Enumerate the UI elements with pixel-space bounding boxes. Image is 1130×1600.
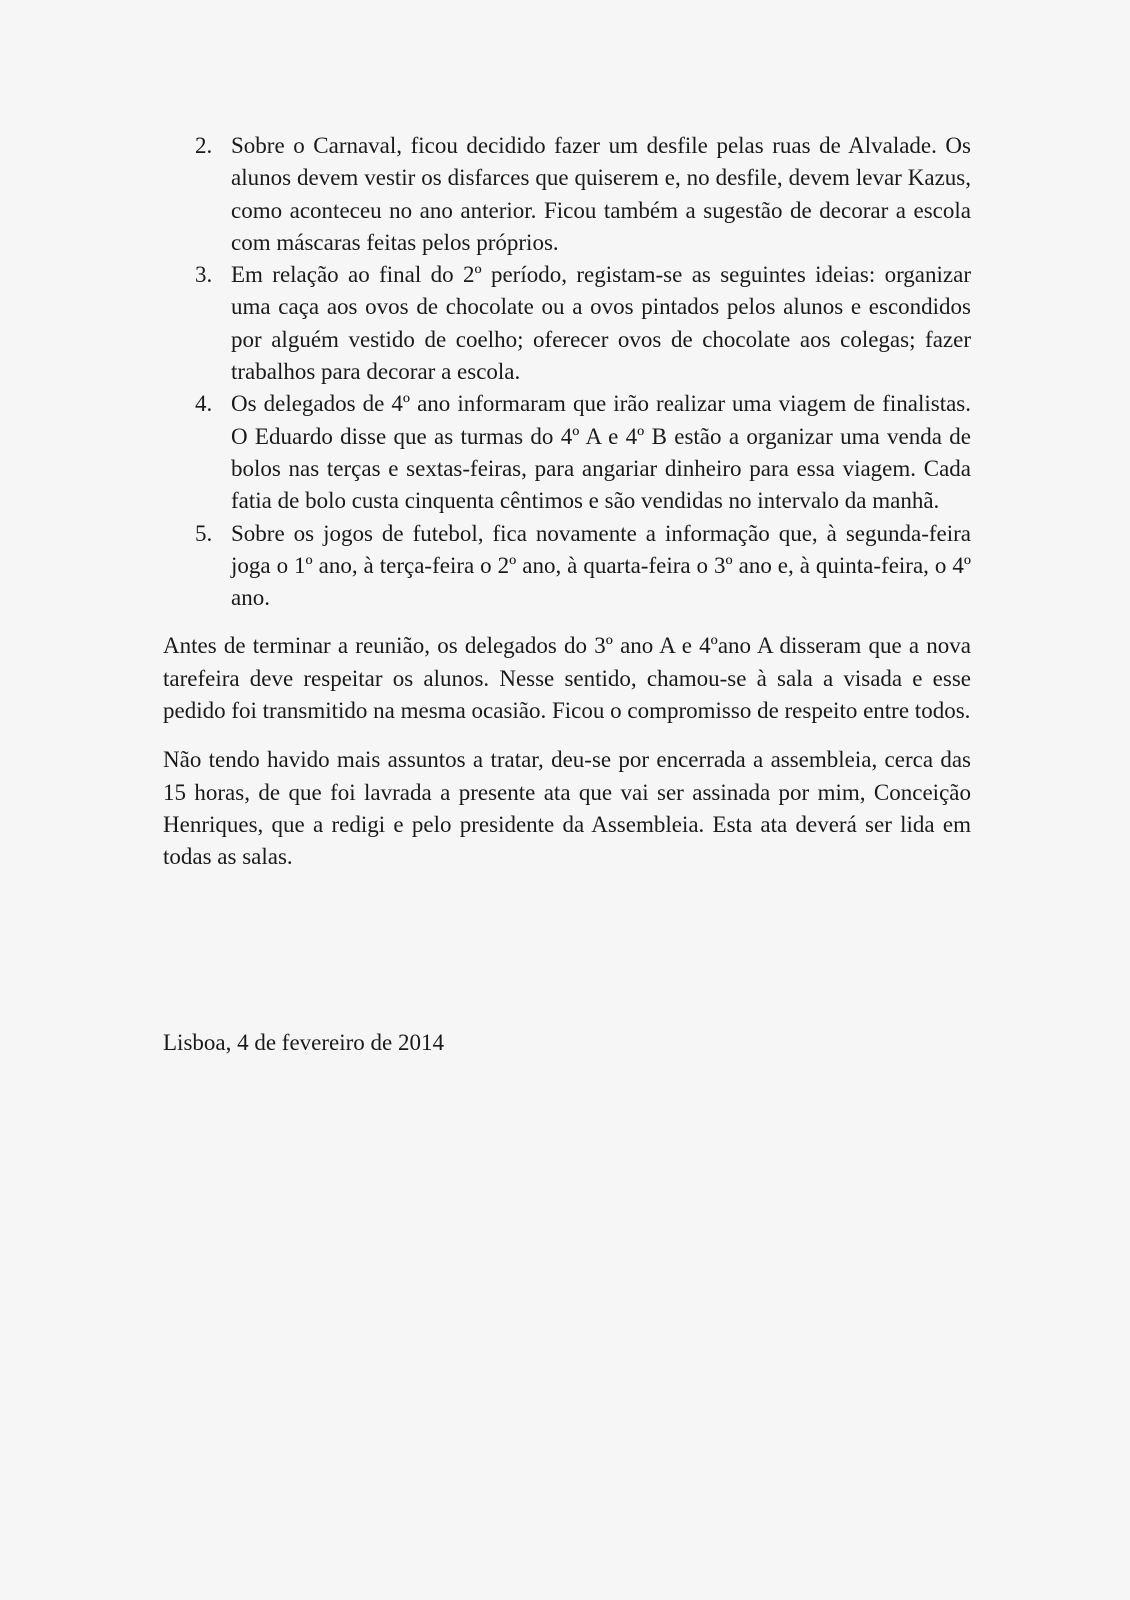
date-line: Lisboa, 4 de fevereiro de 2014 xyxy=(163,1030,445,1055)
list-item-number: 5. xyxy=(195,520,213,546)
closing-remarks-paragraph: Antes de terminar a reunião, os delegados do 3º ano A e 4ºano A disseram que a nova tarefeira deve respeitar os alunos. Nesse sentido, chamou-se à sala a visada e esse pedido foi transmitido na mesma ocasião. Ficou o compromisso de respeito entre todos. xyxy=(163,633,971,724)
list-item-text: Sobre os jogos de futebol, fica novamente a informação que, à segunda-feira joga o 1º ano, à terça-feira o 2º ano, à quarta-feira o 3º ano e, à quinta-feira, o 4º ano. xyxy=(231,520,971,611)
list-item-number: 3. xyxy=(195,262,213,288)
list-item-text: Sobre o Carnaval, ficou decidido fazer um desfile pelas ruas de Alvalade. Os alunos devem vestir os disfarces que quiserem e, no desfile, devem levar Kazus, como aconteceu no ano anterior. Ficou também a sugestão de decorar a escola com máscaras feitas pelos próprios. xyxy=(231,133,971,255)
list-item-text: Os delegados de 4º ano informaram que irão realizar uma viagem de finalistas. O Eduardo disse que as turmas do 4º A e 4º B estão a organizar uma venda de bolos nas terças e sextas-feiras, para angariar dinheiro para essa viagem. Cada fatia de bolo custa cinquenta cêntimos e são vendidas no intervalo da manhã. xyxy=(231,391,971,514)
list-item-number: 4. xyxy=(195,391,213,417)
list-item xyxy=(163,518,971,615)
agenda-list xyxy=(163,130,971,614)
document-body xyxy=(163,130,971,874)
list-item-text: Em relação ao final do 2º período, registam-se as seguintes ideias: organizar uma caça aos ovos de chocolate ou a ovos pintados pelos alunos e escondidos por alguém vestido de coelho; oferecer ovos de chocolate aos colegas; fazer trabalhos para decorar a escola. xyxy=(231,262,971,385)
list-item xyxy=(163,388,971,517)
list-item xyxy=(163,259,971,388)
list-item-number: 2. xyxy=(195,133,213,158)
meeting-closure-paragraph: Não tendo havido mais assuntos a tratar, deu-se por encerrada a assembleia, cerca das 15 horas, de que foi lavrada a presente ata que vai ser assinada por mim, Conceição Henriques, que a redigi e pelo presidente da Assembleia. Esta ata deverá ser lida em todas as salas. xyxy=(163,747,971,870)
list-item xyxy=(163,130,971,259)
